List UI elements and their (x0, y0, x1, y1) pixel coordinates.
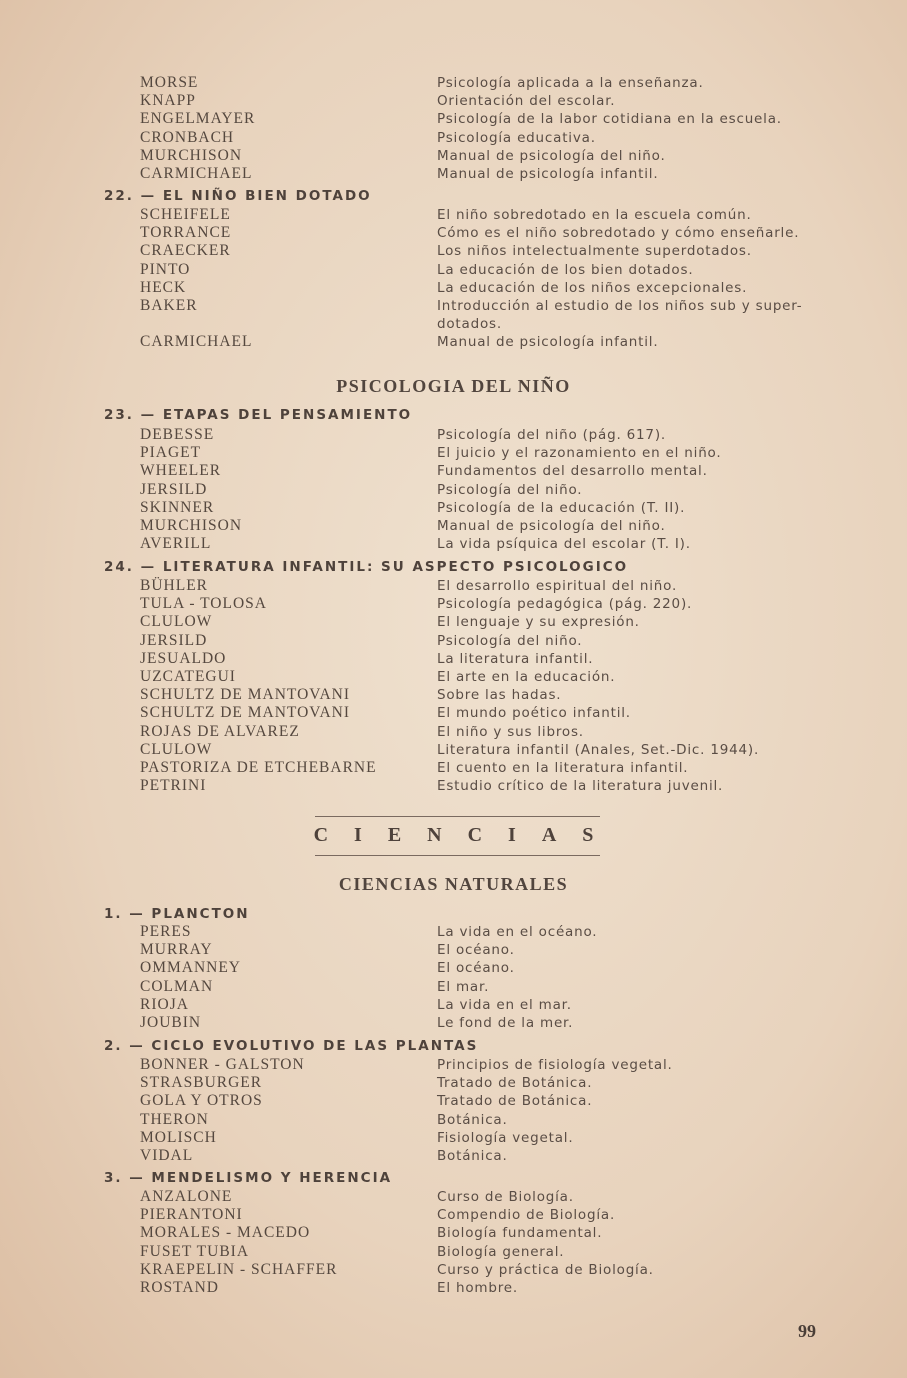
work-title: El arte en la educación. (437, 668, 616, 685)
work-list (437, 426, 837, 553)
work-title: La educación de los bien dotados. (437, 261, 694, 278)
work-title: Botánica. (437, 1147, 508, 1164)
section-heading-24: 24. — LITERATURA INFANTIL: SU ASPECTO PSICOLOGICO (104, 559, 629, 575)
author-name: STRASBURGER (140, 1074, 263, 1092)
divider-bottom (315, 855, 600, 856)
author-name: JERSILD (140, 631, 208, 649)
author-name: PINTO (140, 260, 191, 278)
author-list (140, 1188, 430, 1297)
author-name: SCHULTZ DE MANTOVANI (140, 704, 351, 722)
work-title: Manual de psicología infantil. (437, 165, 659, 182)
author-name: BÜHLER (140, 577, 208, 594)
author-name: SKINNER (140, 498, 215, 516)
work-list (437, 206, 837, 352)
author-list (140, 923, 430, 1032)
author-name: DEBESSE (140, 426, 215, 443)
author-name: CARMICHAEL (140, 333, 253, 351)
work-title: Los niños intelectualmente superdotados. (437, 243, 752, 260)
author-list (140, 206, 430, 352)
work-title: Fundamentos del desarrollo mental. (437, 463, 708, 480)
work-title: dotados. (437, 316, 502, 333)
author-list (140, 426, 430, 553)
work-title: La literatura infantil. (437, 650, 594, 667)
work-title: El mundo poético infantil. (437, 705, 631, 722)
work-list (437, 1056, 837, 1165)
work-title: El mar. (437, 978, 490, 995)
work-title: La vida en el mar. (437, 996, 572, 1013)
author-name: SCHULTZ DE MANTOVANI (140, 686, 351, 704)
section-title-psicologia: PSICOLOGIA DEL NIÑO (336, 376, 571, 396)
divider-top (315, 816, 600, 817)
section-heading-22: 22. — EL NIÑO BIEN DOTADO (104, 188, 372, 204)
author-name: JOUBIN (140, 1013, 202, 1031)
author-name: TORRANCE (140, 224, 232, 242)
work-list (437, 923, 837, 1032)
author-name: MURRAY (140, 941, 213, 959)
ciencias-banner: CIENCIAS (313, 824, 620, 846)
work-title: Introducción al estudio de los niños sub y super- (437, 297, 803, 314)
author-name: AVERILL (140, 535, 212, 553)
author-name: RIOJA (140, 995, 189, 1013)
author-name: VIDAL (140, 1146, 194, 1164)
work-title: Psicología del niño. (437, 632, 583, 649)
author-name: TULA - TOLOSA (140, 595, 267, 613)
author-name: CARMICHAEL (140, 164, 253, 182)
author-name: BONNER - GALSTON (140, 1056, 305, 1073)
work-title: Curso y práctica de Biología. (437, 1261, 654, 1278)
work-title: Psicología educativa. (437, 129, 596, 146)
work-title: Psicología del niño. (437, 481, 583, 498)
work-title: Psicología del niño (pág. 617). (437, 427, 666, 443)
work-title: Compendio de Biología. (437, 1207, 616, 1224)
section-heading-2: 2. — CICLO EVOLUTIVO DE LAS PLANTAS (104, 1038, 479, 1054)
author-name: CRAECKER (140, 242, 231, 260)
author-name: SCHEIFELE (140, 206, 231, 223)
work-title: El niño y sus libros. (437, 723, 584, 740)
work-title: La vida psíquica del escolar (T. I). (437, 536, 691, 553)
author-name: MORSE (140, 74, 199, 91)
work-title: Biología general. (437, 1243, 565, 1260)
author-name: ENGELMAYER (140, 110, 256, 128)
author-name: ROJAS DE ALVAREZ (140, 722, 300, 740)
author-name: MURCHISON (140, 146, 243, 164)
author-name: CRONBACH (140, 128, 235, 146)
work-title: Orientación del escolar. (437, 93, 616, 110)
author-name: OMMANNEY (140, 959, 241, 977)
work-title: Tratado de Botánica. (437, 1093, 593, 1110)
work-title: Psicología aplicada a la enseñanza. (437, 75, 704, 91)
author-name (140, 315, 430, 333)
work-title: El lenguaje y su expresión. (437, 614, 640, 631)
work-title: El hombre. (437, 1279, 518, 1296)
work-title: Manual de psicología del niño. (437, 517, 666, 534)
author-list (140, 74, 430, 183)
author-name: MOLISCH (140, 1128, 217, 1146)
author-name: THERON (140, 1110, 209, 1128)
author-list (140, 1056, 430, 1165)
author-name: KNAPP (140, 92, 196, 110)
work-title: Biología fundamental. (437, 1225, 603, 1242)
work-list (437, 74, 837, 183)
work-title: Le fond de la mer. (437, 1014, 574, 1031)
work-title: Psicología de la labor cotidiana en la escuela. (437, 111, 782, 128)
section-heading-23: 23. — ETAPAS DEL PENSAMIENTO (104, 407, 413, 423)
author-name: KRAEPELIN - SCHAFFER (140, 1260, 338, 1278)
work-title: Estudio crítico de la literatura juvenil. (437, 778, 724, 795)
work-title: Fisiología vegetal. (437, 1129, 574, 1146)
page-number: 99 (798, 1321, 816, 1341)
work-title: El océano. (437, 960, 515, 977)
author-name: HECK (140, 278, 187, 296)
work-title: Manual de psicología infantil. (437, 334, 659, 351)
section-heading-1: 1. — PLANCTON (104, 906, 250, 922)
author-name: COLMAN (140, 977, 214, 995)
work-list (437, 577, 837, 795)
author-name: WHEELER (140, 462, 222, 480)
work-title: El océano. (437, 942, 515, 959)
author-name: BAKER (140, 296, 198, 314)
author-name: CLULOW (140, 740, 213, 758)
work-title: Psicología de la educación (T. II). (437, 499, 686, 516)
work-title: Literatura infantil (Anales, Set.-Dic. 1944). (437, 741, 760, 758)
work-title: Principios de fisiología vegetal. (437, 1057, 673, 1073)
section-title-naturales: CIENCIAS NATURALES (338, 874, 569, 894)
author-name: CLULOW (140, 613, 213, 631)
author-name: PIERANTONI (140, 1206, 243, 1224)
work-list (437, 1188, 837, 1297)
work-title: Sobre las hadas. (437, 687, 562, 704)
work-title: El juicio y el razonamiento en el niño. (437, 445, 722, 462)
author-name: ROSTAND (140, 1278, 219, 1296)
work-title: Cómo es el niño sobredotado y cómo enseñarle. (437, 225, 800, 242)
work-title: Curso de Biología. (437, 1189, 574, 1205)
work-title: La educación de los niños excepcionales. (437, 279, 748, 296)
author-name: GOLA Y OTROS (140, 1092, 263, 1110)
work-title: El cuento en la literatura infantil. (437, 759, 689, 776)
author-name: MORALES - MACEDO (140, 1224, 311, 1242)
work-title: Psicología pedagógica (pág. 220). (437, 596, 693, 613)
work-title: La vida en el océano. (437, 924, 598, 940)
author-name: JERSILD (140, 480, 208, 498)
author-name: JESUALDO (140, 649, 227, 667)
work-title: Botánica. (437, 1111, 508, 1128)
author-list (140, 577, 430, 795)
author-name: MURCHISON (140, 516, 243, 534)
work-title: El niño sobredotado en la escuela común. (437, 207, 752, 223)
work-title: El desarrollo espiritual del niño. (437, 578, 678, 594)
author-name: ANZALONE (140, 1188, 233, 1205)
work-title: Manual de psicología del niño. (437, 147, 666, 164)
author-name: PIAGET (140, 444, 202, 462)
author-name: UZCATEGUI (140, 667, 236, 685)
work-title: Tratado de Botánica. (437, 1075, 593, 1092)
author-name: FUSET TUBIA (140, 1242, 250, 1260)
author-name: PASTORIZA DE ETCHEBARNE (140, 758, 377, 776)
section-heading-3: 3. — MENDELISMO Y HERENCIA (104, 1170, 393, 1186)
author-name: PERES (140, 923, 192, 940)
author-name: PETRINI (140, 777, 207, 795)
